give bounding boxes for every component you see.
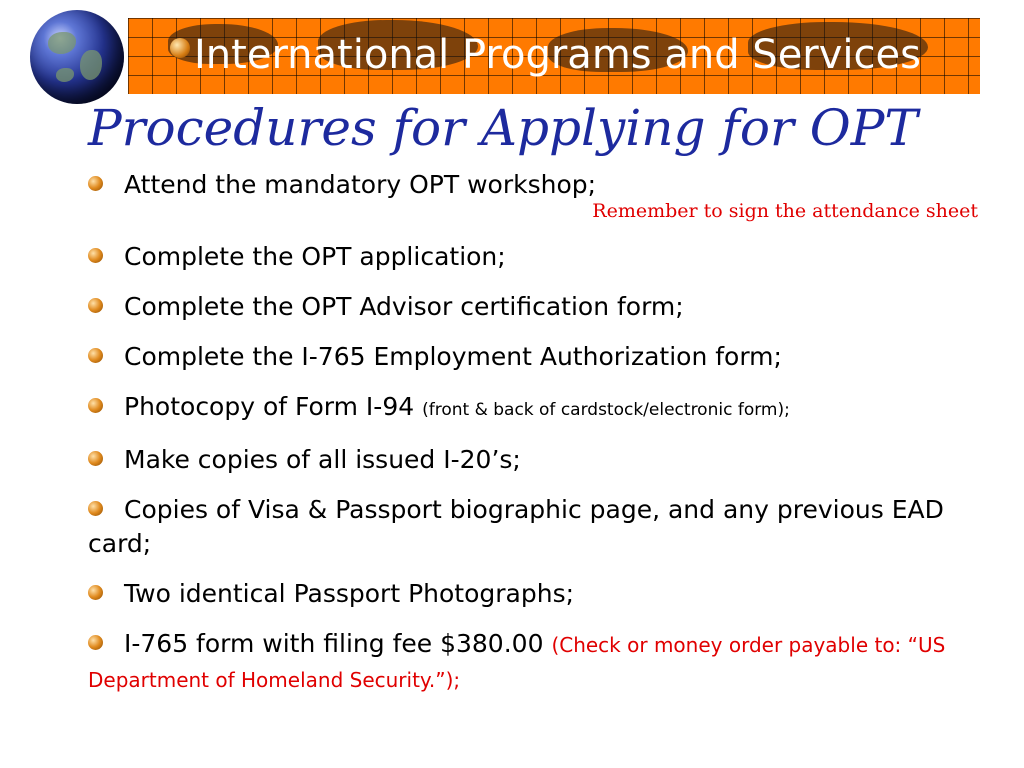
globe-icon: [170, 38, 190, 58]
list-item: [88, 577, 988, 611]
list-item: [88, 443, 988, 477]
list-item: [88, 290, 988, 324]
bullet-icon: [88, 248, 103, 263]
bullet-icon: [88, 348, 103, 363]
procedure-list: [88, 168, 988, 697]
item-text: Two identical Passport Photographs;: [124, 579, 575, 608]
bullet-icon: [88, 298, 103, 313]
bullet-icon: [88, 451, 103, 466]
item-text: I-765 form with filing fee $380.00: [124, 629, 544, 658]
banner-title: [170, 24, 950, 86]
page-title: Procedures for Applying for OPT: [88, 99, 918, 157]
item-text: Make copies of all issued I-20’s;: [124, 445, 521, 474]
item-text: Attend the mandatory OPT workshop;: [124, 170, 597, 199]
bullet-icon: [88, 585, 103, 600]
bullet-icon: [88, 176, 103, 191]
list-item: [88, 627, 988, 697]
list-item: [88, 390, 988, 427]
bullet-icon: [88, 501, 103, 516]
item-text: Photocopy of Form I-94: [124, 392, 415, 421]
payment-note: (Check or money order payable to: “US Department of Homeland Security.”);: [88, 633, 946, 692]
item-note: (front & back of cardstock/electronic form);: [422, 400, 790, 420]
list-item: [88, 493, 988, 561]
bullet-icon: [88, 398, 103, 413]
list-item: [88, 340, 988, 374]
attendance-reminder: Remember to sign the attendance sheet: [592, 200, 978, 222]
list-item: [88, 240, 988, 274]
globe-logo: [30, 10, 124, 104]
item-text: Complete the OPT application;: [124, 242, 506, 271]
bullet-icon: [88, 635, 103, 650]
item-text: Copies of Visa & Passport biographic page, and any previous EAD card;: [88, 495, 944, 558]
list-item: [88, 168, 988, 202]
banner-title-text: International Programs and Services: [194, 32, 921, 78]
item-text: Complete the I-765 Employment Authorization form;: [124, 342, 782, 371]
item-text: Complete the OPT Advisor certification form;: [124, 292, 684, 321]
